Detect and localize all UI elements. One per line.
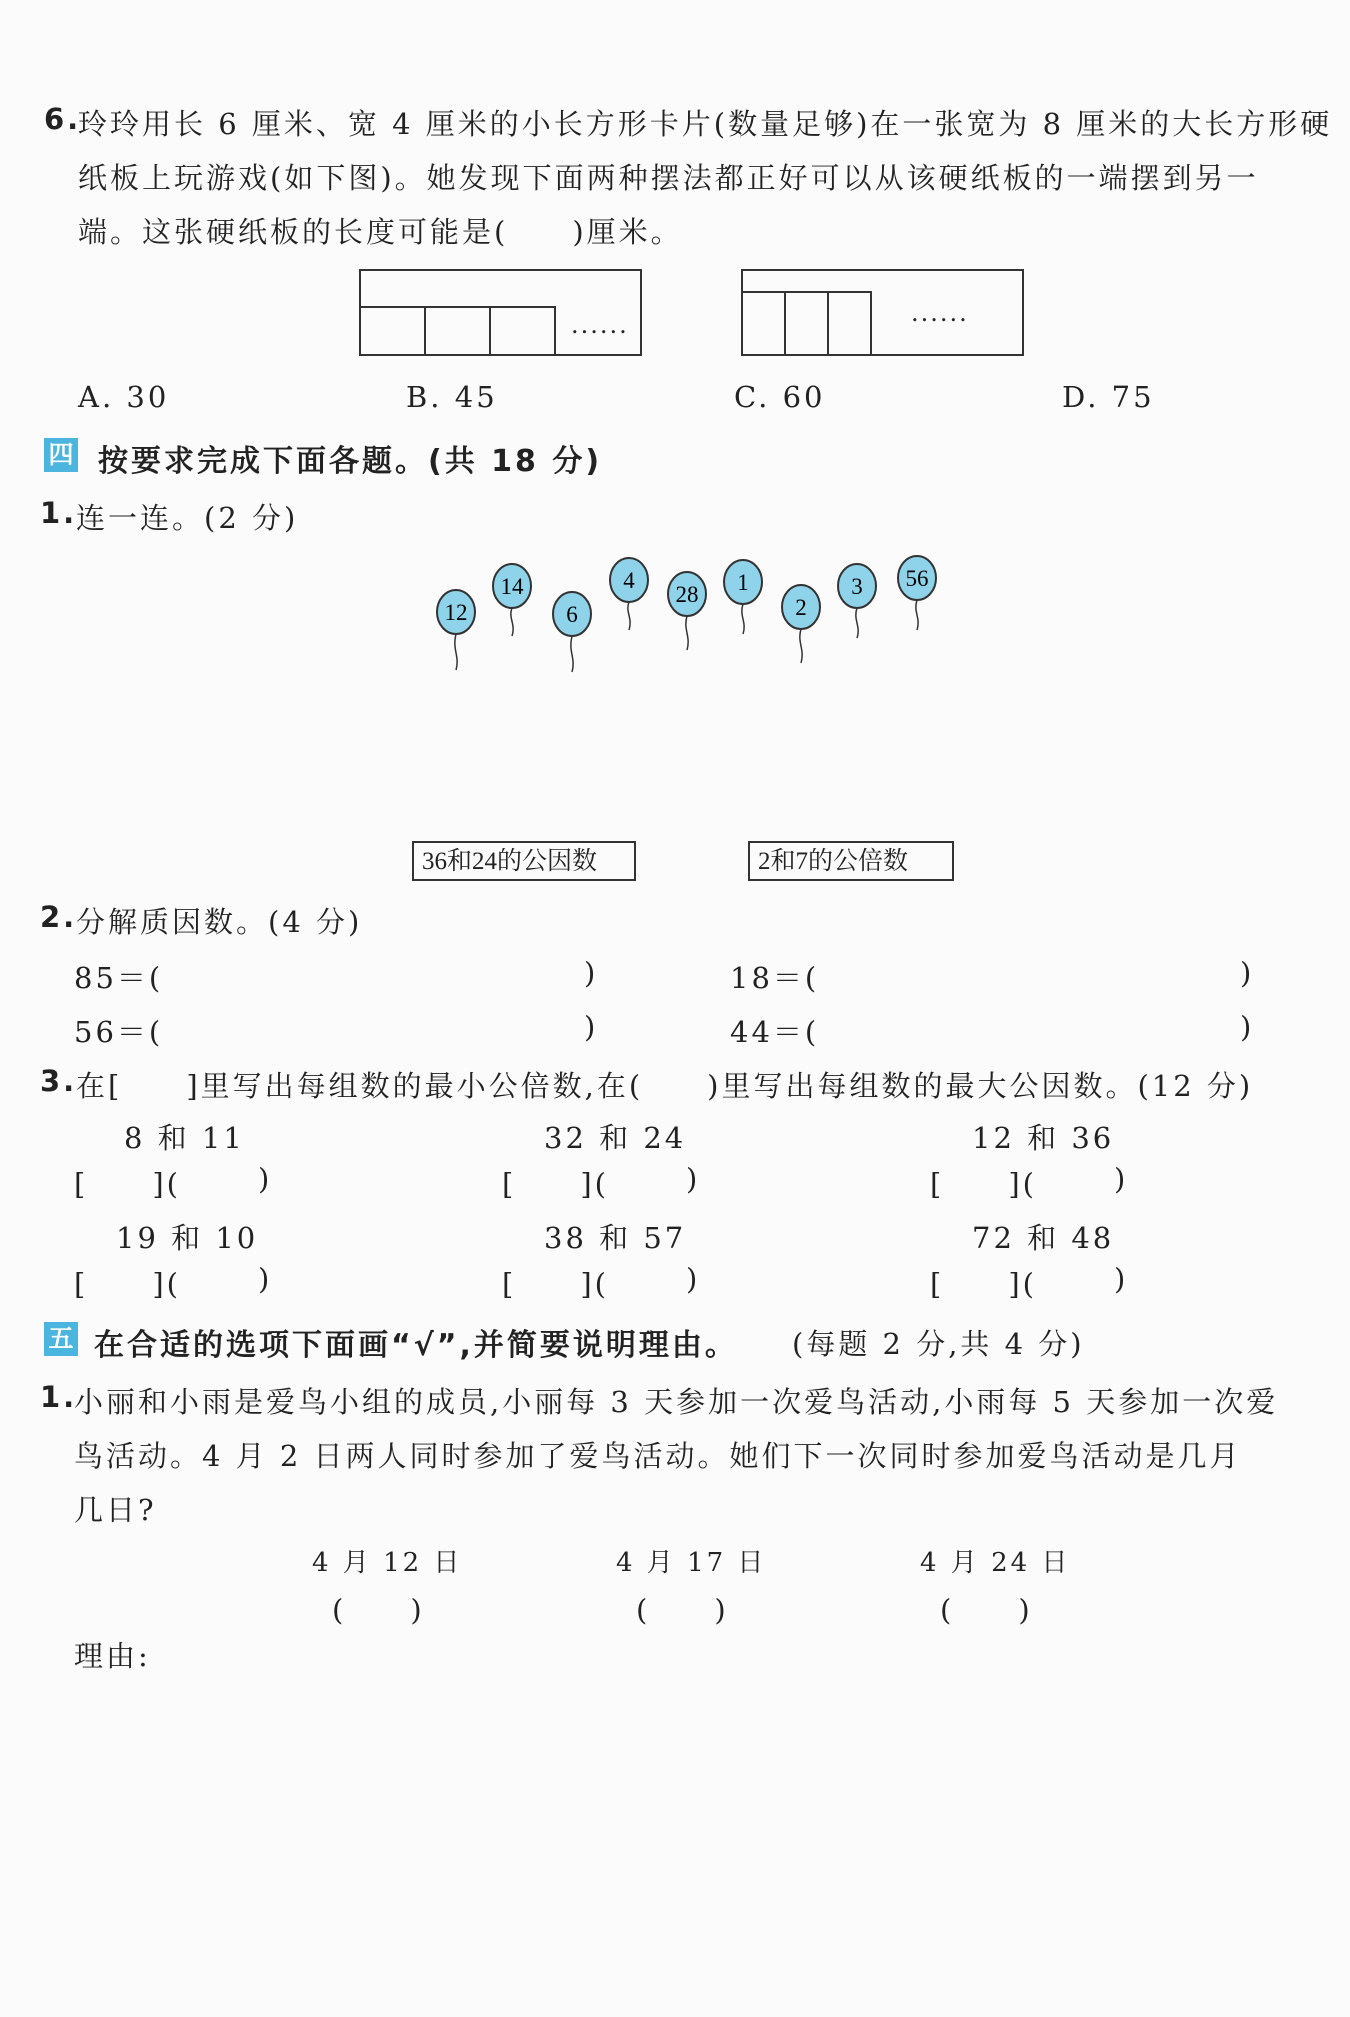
factor-item: 85＝( (74, 961, 164, 995)
option-c[interactable]: C. 60 (734, 380, 826, 414)
factor-item: 44＝( (730, 1015, 820, 1049)
date-option: 4 月 17 日 (616, 1548, 767, 1578)
closing-paren: ) (584, 1010, 599, 1044)
question-text: 分解质因数。(4 分) (76, 905, 363, 939)
balloon[interactable] (724, 560, 762, 634)
answer-slots[interactable]: [ ]( (502, 1267, 609, 1301)
cardboard-figure-2 (741, 269, 1024, 356)
question-text: 纸板上玩游戏(如下图)。她发现下面两种摆法都正好可以从该硬纸板的一端摆到另一 (78, 161, 1259, 195)
option-a[interactable]: A. 30 (78, 380, 170, 414)
section-badge: 五 (44, 1322, 78, 1356)
date-option: 4 月 12 日 (312, 1548, 463, 1578)
reason-label: 理由: (74, 1639, 151, 1673)
answer-slots[interactable]: [ ]( (502, 1167, 609, 1201)
balloon-number: 1 (737, 570, 749, 595)
question-text: 在[ ]里写出每组数的最小公倍数,在( )里写出每组数的最大公因数。(12 分) (76, 1069, 1254, 1103)
closing-paren: ) (1240, 956, 1255, 990)
number-group: 38 和 57 (544, 1221, 687, 1255)
section-title: 在合适的选项下面画“√”,并简要说明理由。 (94, 1328, 738, 1363)
factor-item: 18＝( (730, 961, 820, 995)
closing-paren: ) (584, 956, 599, 990)
section-badge: 四 (44, 438, 78, 472)
card-cell (827, 291, 872, 356)
balloon[interactable] (898, 556, 936, 630)
number-group: 72 和 48 (972, 1221, 1115, 1255)
closing-paren: ) (686, 1262, 701, 1296)
balloon[interactable] (553, 592, 591, 672)
balloon-number: 6 (566, 602, 578, 627)
number-group: 19 和 10 (116, 1221, 259, 1255)
check-slot[interactable]: ( ) (332, 1593, 425, 1627)
balloon[interactable] (610, 558, 648, 630)
balloon-number: 56 (905, 566, 929, 591)
closing-paren: ) (686, 1162, 701, 1196)
number-group: 8 和 11 (124, 1121, 245, 1155)
section-score: (每题 2 分,共 4 分) (792, 1327, 1085, 1361)
balloon-number: 3 (851, 574, 863, 599)
card-cell (359, 306, 426, 356)
match-box-common-factors[interactable]: 36和24的公因数 (412, 841, 636, 881)
ellipsis: ...... (571, 311, 629, 339)
closing-paren: ) (1240, 1010, 1255, 1044)
option-b[interactable]: B. 45 (406, 380, 498, 414)
ellipsis: ...... (911, 299, 969, 327)
balloon-number: 4 (623, 568, 635, 593)
question-text: 玲玲用长 6 厘米、宽 4 厘米的小长方形卡片(数量足够)在一张宽为 8 厘米的大长方形硬 (78, 107, 1333, 141)
section-title: 按要求完成下面各题。(共 18 分) (98, 444, 603, 479)
balloon-number: 28 (675, 582, 699, 607)
question-text: 鸟活动。4 月 2 日两人同时参加了爱鸟活动。她们下一次同时参加爱鸟活动是几月 (74, 1439, 1242, 1473)
balloons-group (420, 540, 960, 680)
card-cell (741, 291, 786, 356)
balloon[interactable] (668, 572, 706, 650)
question-number: 1. (40, 1380, 78, 1414)
question-number: 2. (40, 900, 78, 934)
card-cell (489, 306, 556, 356)
question-number: 1. (40, 496, 78, 530)
number-group: 12 和 36 (972, 1121, 1115, 1155)
number-group: 32 和 24 (544, 1121, 687, 1155)
closing-paren: ) (258, 1262, 273, 1296)
question-number: 6. (44, 102, 82, 136)
match-box-common-multiples[interactable]: 2和7的公倍数 (748, 841, 954, 881)
balloon-number: 12 (444, 600, 468, 625)
closing-paren: ) (258, 1162, 273, 1196)
question-number: 3. (40, 1064, 78, 1098)
question-text: 小丽和小雨是爱鸟小组的成员,小丽每 3 天参加一次爱鸟活动,小雨每 5 天参加一次爱 (74, 1385, 1279, 1419)
cardboard-figure-1 (359, 269, 642, 356)
balloon-number: 2 (795, 595, 807, 620)
factor-item: 56＝( (74, 1015, 164, 1049)
answer-slots[interactable]: [ ]( (74, 1267, 181, 1301)
answer-slots[interactable]: [ ]( (930, 1167, 1037, 1201)
card-cell (424, 306, 491, 356)
answer-slots[interactable]: [ ]( (930, 1267, 1037, 1301)
balloon[interactable] (838, 564, 876, 638)
option-d[interactable]: D. 75 (1062, 380, 1155, 414)
card-cell (784, 291, 829, 356)
balloon[interactable] (782, 585, 820, 663)
balloon[interactable] (437, 590, 475, 670)
balloon[interactable] (493, 564, 531, 636)
date-option: 4 月 24 日 (920, 1548, 1071, 1578)
answer-slots[interactable]: [ ]( (74, 1167, 181, 1201)
closing-paren: ) (1114, 1162, 1129, 1196)
question-text: 几日? (74, 1493, 157, 1527)
check-slot[interactable]: ( ) (636, 1593, 729, 1627)
check-slot[interactable]: ( ) (940, 1593, 1033, 1627)
question-text: 端。这张硬纸板的长度可能是( )厘米。 (78, 215, 683, 249)
balloon-number: 14 (500, 574, 524, 599)
question-text: 连一连。(2 分) (76, 501, 299, 535)
closing-paren: ) (1114, 1262, 1129, 1296)
